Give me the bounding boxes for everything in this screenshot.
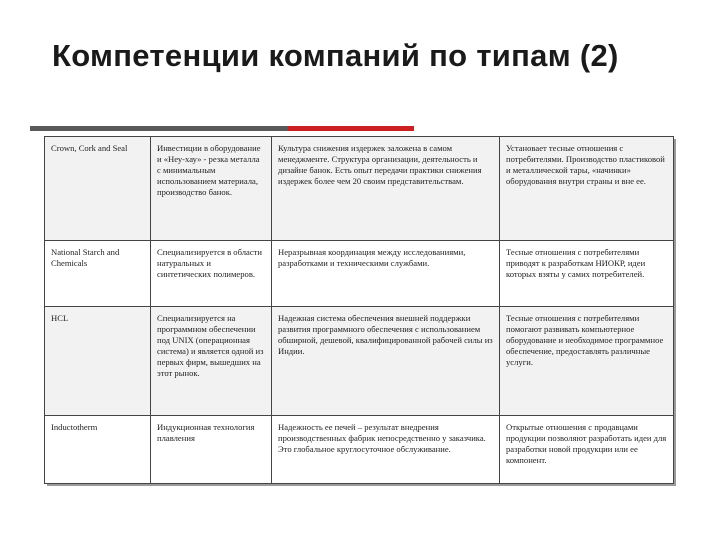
table-row bbox=[45, 241, 674, 307]
company-name-cell: HCL bbox=[45, 307, 151, 416]
table-row bbox=[45, 307, 674, 416]
table-row bbox=[45, 416, 674, 484]
customer-relations-cell: Открытые отношения с продавцами продукции позволяют разработать идеи для разработки новой продукции или ее компонент. bbox=[500, 416, 674, 484]
competencies-table bbox=[44, 136, 674, 484]
title-underline-accent bbox=[288, 126, 414, 131]
customer-relations-cell: Тесные отношения с потребителями приводят к разработкам НИОКР, идеи которых взяты у самих потребителей. bbox=[500, 241, 674, 307]
organization-cell: Надежная система обеспечения внешней поддержки развития программного обеспечения с использованием обширной, дешевой, квалифицированной рабочей силы из Индии. bbox=[272, 307, 500, 416]
title-underline-dark bbox=[30, 126, 288, 131]
specialization-cell: Специализируется в области натуральных и синтетических полимеров. bbox=[151, 241, 272, 307]
competencies-table-container bbox=[44, 136, 673, 483]
customer-relations-cell: Установает тесные отношения с потребителями. Производство пластиковой и металлической тары, «начинки» оборудования внутри страны и вне ее. bbox=[500, 137, 674, 241]
specialization-cell: Инвестиции в оборудование и «Неу-хау» - резка металла с минимальным использованием материала, производство банок. bbox=[151, 137, 272, 241]
organization-cell: Надежность ее печей – результат внедрения производственных фабрик непосредственно у заказчика. Это глобальное круглосуточное обслуживание. bbox=[272, 416, 500, 484]
customer-relations-cell: Тесные отношения с потребителями помогают развивать компьютерное оборудование и необходимое программное обеспечение, предоставлять различные услуги. bbox=[500, 307, 674, 416]
organization-cell: Культура снижения издержек заложена в самом менеджменте. Структура организации, деятельность и дизайне банок. Есть опыт передачи практики снижения издержек более чем 20 своим представительствам. bbox=[272, 137, 500, 241]
organization-cell: Неразрывная координация между исследованиями, разработками и техническими службами. bbox=[272, 241, 500, 307]
slide-title: Компетенции компаний по типам (2) bbox=[52, 38, 619, 73]
company-name-cell: Crown, Cork and Seal bbox=[45, 137, 151, 241]
table-row bbox=[45, 137, 674, 241]
specialization-cell: Индукционная технология плавления bbox=[151, 416, 272, 484]
company-name-cell: National Starch and Chemicals bbox=[45, 241, 151, 307]
specialization-cell: Специализируется на программном обеспечении под UNIX (операционная система) и является одной из первых фирм, вышедших на этот рынок. bbox=[151, 307, 272, 416]
company-name-cell: Inductotherm bbox=[45, 416, 151, 484]
